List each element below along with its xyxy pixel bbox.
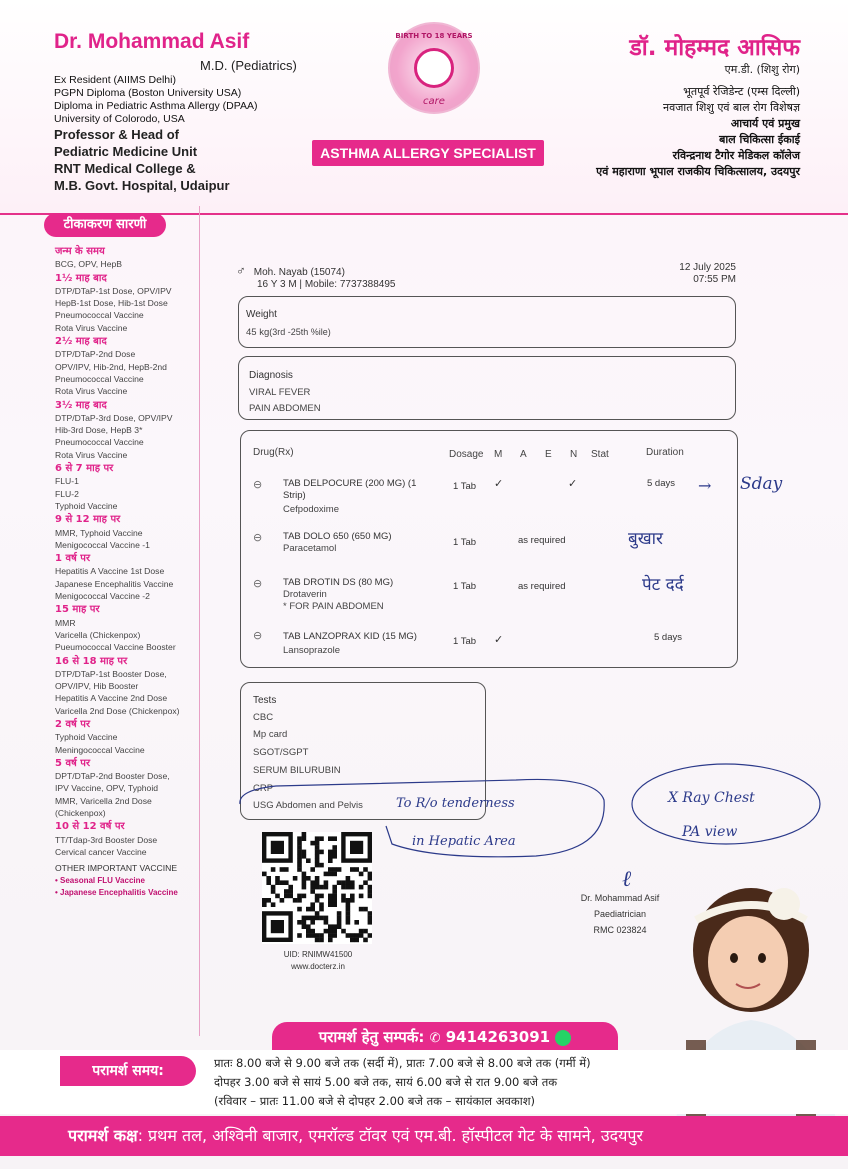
drug-item: [283, 478, 416, 516]
vaccine-item: Menigococcal Vaccine -2: [55, 591, 150, 602]
handwritten-note: पेट दर्द: [642, 575, 684, 595]
qr-code-graphic: [262, 832, 372, 944]
handwritten-xray-note: PA view: [682, 824, 738, 840]
vaccine-item: MMR: [55, 617, 76, 628]
role-line: Professor & Head of: [54, 127, 179, 142]
weight-percentile: (3rd -25th %ile): [269, 327, 331, 337]
vaccine-item: Cervical cancer Vaccine: [55, 846, 147, 857]
doctor-name-en: Dr. Mohammad Asif: [54, 30, 250, 53]
drug-generic: Lansoprazole: [283, 645, 341, 656]
qr-uid: UID: RNIMW41500: [283, 950, 353, 959]
qr-code: [262, 832, 372, 944]
visit-time: 07:55 PM: [693, 274, 736, 285]
qr-site: www.docterz.in: [291, 962, 345, 971]
timing-line: दोपहर 3.00 बजे से सायं 5.00 बजे तक, सायं 6.00 बजे से रात 9.00 बजे तक: [214, 1075, 558, 1089]
signature-reg: RMC 023824: [593, 925, 647, 935]
drug-name: TAB DROTIN DS (80 MG): [283, 577, 394, 588]
vaccine-age-group: 6 से 7 माह पर: [55, 463, 114, 475]
diagnosis-item: PAIN ABDOMEN: [249, 403, 321, 414]
qualifications-hi: [596, 84, 800, 180]
handwritten-arrow: →: [698, 476, 712, 495]
child-face-icon: [414, 48, 454, 88]
qual-line-hi: रविन्द्रनाथ टैगोर मेडिकल कॉलेज: [672, 149, 800, 162]
visit-date: 12 July 2025: [679, 262, 736, 273]
drug-generic: Cefpodoxime: [283, 504, 339, 515]
rx-header-dosage: Dosage: [449, 449, 484, 460]
drug-note: * FOR PAIN ABDOMEN: [283, 601, 384, 612]
drug-dosage: 1 Tab: [453, 581, 477, 592]
clinic-logo: [388, 22, 480, 114]
drug-name: TAB DELPOCURE (200 MG) (1: [283, 478, 417, 489]
qual-line-hi: आचार्य एवं प्रमुख: [730, 117, 800, 130]
timings: [214, 1054, 591, 1111]
vaccine-item: IPV Vaccine, OPV, Typhoid: [55, 783, 159, 794]
vaccine-item: Pueumococcal Vaccine Booster: [55, 642, 176, 653]
logo-tagline: BIRTH TO 18 YEARS: [395, 32, 473, 40]
diagnosis-item: VIRAL FEVER: [249, 387, 311, 398]
rx-box: [240, 430, 738, 668]
minus-circle-icon: ⊖: [253, 629, 263, 642]
vaccine-item: Rota Virus Vaccine: [55, 322, 128, 333]
test-item: SERUM BILURUBIN: [253, 765, 341, 776]
minus-circle-icon: ⊖: [253, 531, 263, 544]
vaccine-item: (Chickenpox): [55, 808, 106, 819]
handwritten-xray-note: X Ray Chest: [668, 790, 755, 806]
weight-value: [246, 327, 331, 338]
vaccine-item: Varicella 2nd Dose (Chickenpox): [55, 705, 180, 716]
rx-header-drug: Drug(Rx): [253, 447, 294, 458]
vaccine-age-group: 1½ माह बाद: [55, 272, 107, 284]
vaccine-item: Menigococcal Vaccine -1: [55, 539, 150, 550]
drug-as-required: as required: [518, 535, 566, 546]
vaccine-item: OPV/IPV, Hib Booster: [55, 681, 139, 692]
vaccine-age-group: 16 से 18 माह पर: [55, 655, 128, 667]
vaccine-item: Rota Virus Vaccine: [55, 449, 128, 460]
contact-banner: [272, 1022, 618, 1052]
drug-name: TAB DOLO 650 (650 MG): [283, 531, 392, 542]
drug-dosage: 1 Tab: [453, 537, 477, 548]
vaccine-item: DPT/DTaP-2nd Booster Dose,: [55, 771, 170, 782]
drug-generic: Paracetamol: [283, 543, 337, 554]
qual-line-hi: भूतपूर्व रेजिडेन्ट (एम्स दिल्ली): [683, 85, 800, 98]
colon: :: [418, 1028, 430, 1046]
vaccine-item: Varicella (Chickenpox): [55, 629, 141, 640]
qual-line-hi: नवजात शिशु एवं बाल रोग विशेषज्ञ: [663, 101, 800, 114]
whatsapp-icon: [555, 1030, 571, 1046]
visit-datetime: [679, 262, 736, 286]
drug-duration: 5 days: [647, 478, 675, 489]
other-vaccine-item: • Japanese Encephalitis Vaccine: [55, 887, 178, 897]
rx-header-duration: Duration: [646, 447, 684, 458]
address-label: परामर्श कक्ष: [68, 1126, 138, 1145]
drug-dosage: 1 Tab: [453, 481, 477, 492]
logo-care: care: [423, 96, 445, 107]
vaccine-item: DTP/DTaP-2nd Dose: [55, 349, 136, 360]
vaccine-item: Typhoid Vaccine: [55, 732, 118, 743]
vaccine-item: OPV/IPV, Hib-2nd, HepB-2nd: [55, 361, 167, 372]
vaccine-age-group: 15 माह पर: [55, 604, 100, 616]
drug-item: [283, 577, 393, 613]
timing-line: प्रातः 8.00 बजे से 9.00 बजे तक (सर्दी में), प्रातः 7.00 बजे से 8.00 बजे तक (गर्मी में): [214, 1056, 591, 1070]
patient-detail: 16 Y 3 M | Mobile: 7737388495: [257, 279, 396, 290]
vaccine-age-group: 2½ माह बाद: [55, 336, 107, 348]
diagnosis-box: [238, 356, 736, 420]
vaccine-age-group: 5 वर्ष पर: [55, 757, 91, 769]
vaccine-item: FLU-1: [55, 476, 79, 487]
vaccine-age-group: 9 से 12 माह पर: [55, 514, 121, 526]
patient-info: [236, 265, 395, 291]
drug-name-cont: Strip): [283, 490, 306, 501]
vaccine-item: Rota Virus Vaccine: [55, 386, 128, 397]
phone-icon: ✆: [429, 1031, 441, 1046]
specialist-badge: ASTHMA ALLERGY SPECIALIST: [312, 140, 544, 166]
diagnosis-label: Diagnosis: [249, 370, 293, 381]
signature-title: Paediatrician: [593, 909, 647, 919]
vaccination-title: टीकाकरण सारणी: [44, 213, 166, 237]
vaccine-age-group: जन्म के समय: [55, 246, 105, 257]
vaccine-age-group: 2 वर्ष पर: [55, 718, 91, 730]
drug-item: [283, 531, 392, 555]
vaccine-item: MMR, Varicella 2nd Dose: [55, 795, 152, 806]
other-vaccine-item: • Seasonal FLU Vaccine: [55, 875, 145, 885]
patient-name: Moh. Nayab (15074): [253, 267, 345, 278]
address-text: : प्रथम तल, अश्विनी बाजार, एमरॉल्ड टॉवर एवं एम.बी. हॉस्पीटल गेट के सामने, उदयपुर: [137, 1126, 643, 1145]
weight-label: Weight: [246, 309, 277, 320]
vaccine-item: MMR, Typhoid Vaccine: [55, 527, 143, 538]
vaccine-age-group: 3½ माह बाद: [55, 399, 107, 411]
vaccine-item: Pneumococcal Vaccine: [55, 373, 144, 384]
timings-label: परामर्श समय:: [60, 1056, 196, 1086]
test-item: CRP: [253, 783, 274, 794]
role-line: Pediatric Medicine Unit: [54, 144, 198, 159]
male-icon: ♂: [236, 263, 246, 278]
qual-line: Diploma in Pediatric Asthma Allergy (DPAA): [54, 100, 258, 112]
vaccine-item: FLU-2: [55, 488, 79, 499]
drug-item: [283, 631, 417, 657]
vaccine-item: Pneumococcal Vaccine: [55, 310, 144, 321]
other-vaccine-title: OTHER IMPORTANT VACCINE: [55, 863, 178, 874]
vaccine-item: Typhoid Vaccine: [55, 500, 118, 511]
role-line: M.B. Govt. Hospital, Udaipur: [54, 178, 230, 193]
address-banner: [0, 1116, 848, 1156]
rx-header-m: M: [494, 449, 503, 460]
vaccine-item: DTP/DTaP-1st Dose, OPV/IPV: [55, 285, 172, 296]
vaccine-item: Hepatitis A Vaccine 1st Dose: [55, 566, 165, 577]
test-item: CBC: [253, 712, 274, 723]
phone-number: 9414263091: [445, 1028, 551, 1046]
drug-as-required: as required: [518, 581, 566, 592]
rx-header-a: A: [520, 449, 527, 460]
check-icon: ✓: [568, 477, 578, 490]
vaccine-item: Pneumococcal Vaccine: [55, 437, 144, 448]
doctor-degree-en: M.D. (Pediatrics): [200, 58, 297, 73]
qualifications-en: [54, 74, 257, 126]
drug-generic: Drotaverin: [283, 589, 327, 600]
minus-circle-icon: ⊖: [253, 577, 263, 590]
weight-box: [238, 296, 736, 348]
drug-duration: 5 days: [654, 632, 682, 643]
rx-header-stat: Stat: [591, 449, 609, 460]
check-icon: ✓: [494, 633, 504, 646]
handwritten-signature: ℓ: [622, 867, 632, 892]
handwritten-note: Sday: [740, 474, 783, 494]
timing-line: (रविवार – प्रातः 11.00 बजे से दोपहर 2.00 बजे तक – सायंकाल अवकाश): [214, 1094, 536, 1108]
vaccine-age-group: 1 वर्ष पर: [55, 553, 91, 565]
contact-label: परामर्श हेतु सम्पर्क: [318, 1028, 419, 1046]
vaccine-item: Meningococcal Vaccine: [55, 744, 145, 755]
handwritten-note: बुखार: [628, 529, 663, 549]
vaccine-age-group: 10 से 12 वर्ष पर: [55, 821, 125, 833]
vaccine-item: HepB-1st Dose, Hib-1st Dose: [55, 298, 168, 309]
vaccine-item: Japanese Encephalitis Vaccine: [55, 578, 174, 589]
handwritten-usg-note: To R/o tenderness: [396, 796, 515, 811]
minus-circle-icon: ⊖: [253, 478, 263, 491]
qual-line: PGPN Diploma (Boston University USA): [54, 87, 242, 99]
test-item: Mp card: [253, 729, 288, 740]
vaccine-item: Hepatitis A Vaccine 2nd Dose: [55, 693, 168, 704]
role-line: RNT Medical College &: [54, 161, 196, 176]
qual-line-hi: एवं महाराणा भूपाल राजकीय चिकित्सालय, उदयपुर: [596, 165, 800, 178]
roles-en: [54, 126, 230, 194]
test-item: USG Abdomen and Pelvis: [253, 800, 363, 811]
vaccine-item: DTP/DTaP-3rd Dose, OPV/IPV: [55, 412, 173, 423]
vaccination-list: [55, 244, 205, 899]
drug-name: TAB LANZOPRAX KID (15 MG): [283, 631, 417, 642]
qr-caption: [268, 949, 368, 973]
doctor-name-hi: डॉ. मोहम्मद आसिफ: [629, 35, 800, 61]
vaccine-item: TT/Tdap-3rd Booster Dose: [55, 834, 158, 845]
test-item: SGOT/SGPT: [253, 747, 309, 758]
signature-name: Dr. Mohammad Asif: [580, 893, 660, 903]
qual-line: Ex Resident (AIIMS Delhi): [54, 74, 176, 86]
rx-header-e: E: [545, 449, 552, 460]
qual-line: University of Colorodo, USA: [54, 113, 185, 125]
doctor-degree-hi: एम.डी. (शिशु रोग): [724, 63, 800, 76]
vaccine-item: DTP/DTaP-1st Booster Dose,: [55, 668, 167, 679]
tests-label: Tests: [253, 695, 277, 706]
rx-header-n: N: [570, 449, 578, 460]
weight-kg: 45 kg: [246, 327, 270, 338]
handwritten-usg-note: in Hepatic Area: [412, 834, 516, 849]
vaccine-item: Hib-3rd Dose, HepB 3*: [55, 425, 143, 436]
vaccine-item: BCG, OPV, HepB: [55, 259, 123, 270]
qual-line-hi: बाल चिकित्सा ईकाई: [719, 133, 800, 146]
check-icon: ✓: [494, 477, 504, 490]
drug-dosage: 1 Tab: [453, 636, 477, 647]
